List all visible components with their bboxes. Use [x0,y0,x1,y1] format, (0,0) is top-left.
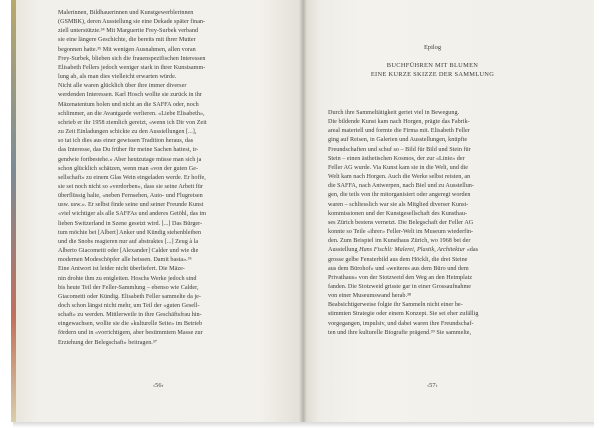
text-line: Nicht alle waren glücklich über ihre immer diverser [58,83,187,90]
text-line: lung ab, als man dies vielleicht erwarten würde. [58,74,177,81]
text-line: vorgegangen, impulsiv, und dabei waren ihre Freundschaf- [328,320,474,327]
text-line: überflüssig halte, «neben Fernsehen, Auto- und Flugreisen [58,193,203,200]
text-line: zu Zeit Einladungen schickte zu den Ausstellungen [...], [58,129,197,136]
text-line: Durch ihre Sammeltätigkeit geriet viel in Bewegung. [328,110,460,116]
text-line: ging auf Reisen, in Galerien und Ausstellungen, knüpfte [328,137,468,144]
chapter-heading [328,62,537,79]
text-line: Erziehung der Belegschaft» beitragen.³⁷ [58,339,157,346]
right-page-body [328,109,537,338]
text-line: sellschaft» zu einem Glas Wein eingeladen werde. Er hoffe, [58,174,206,181]
text-line: ten und ihre kulturelle Biografie prägend.³⁹ Sie sammelte, [328,329,472,336]
right-page-number: ‹57› [427,382,438,389]
text-line: Feller AG wurde. Via Kunst kam sie in die Welt, und die [328,164,469,171]
text-line: ziell unterstützte.³⁴ Mit Marguerite Frey-Surbek verband [58,28,199,35]
text-line: und die Snobs reagieren nur auf abstraktes [...] Zeug à la [58,238,199,245]
text-line: Frey-Surbek, blieben sich die frauenspezifischen Interessen [58,55,206,62]
left-page-number: ‹56› [153,382,164,389]
text-line: modernen Modeschöpfer alle heissen. Damit basta».³⁶ [58,257,192,264]
right-page [303,0,594,422]
text-line: bis heute Teil der Feller-Sammlung – ebenso wie Calder, [58,284,199,291]
text-line: schaft» zu werden. Mittlerweile in ihre Geschäftsfrau hin- [58,312,202,319]
chapter-heading-line-2: EINE KURZE SKIZZE DER SAMMLUNG [370,70,495,78]
text-line: Alberto Giacometti oder [Alexander] Calder und wie die [58,248,199,255]
open-book [13,0,594,422]
text-line: ses Zürich bestens vernetzt. Die Belegschaft der Feller AG [328,219,474,226]
text-line: gen, die teils von ihr mitorganisiert oder angeregt worden [328,192,471,199]
text-line: Malerinnen, Bildhauerinnen und Kunstgewerblerinnen [58,10,194,16]
text-line: Die bildende Kunst kam nach Horgen, prägte das Fabrik- [328,119,470,126]
text-line: usw. usw.». Er selbst finde seine und seiner Freunde Kunst [58,202,204,209]
book-shadow [13,422,594,428]
text-line: schrieb er ihr 1958 ziemlich gereizt, «wenn ich Dir von Zeit [58,119,207,126]
text-line: stimmten Strategie oder einem Konzept. Sie sei eher zufällig [328,311,479,318]
text-line: Privathaus» von der Stotzweid den Weg an den Heimplatz [328,274,473,281]
text-line: sie eine längere Geschichte, die bereits mit ihrer Mutter [58,37,196,44]
text-line: Elisabeth Fellers jedoch weniger stark in ihrer Kunstsamm- [58,64,206,71]
text-line: doch schon längst nicht mehr, um Teil der «guten Gesell- [58,303,200,309]
text-line: Freundschaften und schuf so – Bild für Bild und Stein für [328,146,471,153]
text-line: schon glücklich schätzen, wenn man «von der guten Ge- [58,165,199,172]
text-line: sie sei noch nicht so «verdorben», dass sie seine Arbeit für [58,183,203,190]
text-line: gendwie fortbestehe.» Aber heutzutage müsse man sich ja [58,156,202,163]
text-line: aus dem Bürohof» und «weiteres aus dem Büro und dem [328,265,469,272]
text-line: nin drohte ihm zu entgleiten. Hoschs Werke jedoch sind [58,275,197,282]
text-line: lieben Switzerland in Szene gesetzt wird. [...] Das Bürger- [58,220,203,227]
epilog-label: Epilog [423,44,442,51]
text-line: so tat ich dies aus einer gewissen Tradition heraus, das [58,138,194,145]
text-line: areal materiell und formte die Firma mit. Elisabeth Feller [328,128,470,135]
text-line: Mäzenatentum holen und nicht an die SAFFA oder, noch [58,101,199,108]
text-line: Stein – einen ästhetischen Kosmos, der zur «Linie» der [328,155,465,162]
text-line: Ausstellung Hans Fischli: Malerei, Plastik, Architektur «das [328,247,479,254]
text-line: begonnen hatte.³⁵ Mit wenigen Ausnahmen, allen voran [58,46,196,53]
text-line: (GSMBK), deren Ausstellung sie eine Dekade später finan- [58,19,206,26]
text-line: schlimmer, an die Avantgarde verlieren. «Liebe Elisabeth», [58,110,205,117]
text-line: werdenden Interessen. Karl Hosch wollte sie zurück in ihr [58,92,202,99]
text-line: den. Zum Beispiel im Kunsthaus Zürich, wo 1968 bei der [328,238,471,245]
text-line: Eine Antwort ist leider nicht überliefert. Die Mäze- [58,266,185,273]
text-line: fördern und in «vorrichtigem, aber bestimmtem Masse zur [58,330,203,337]
text-line: kommissionen und der Kunstgesellschaft des Kunsthau- [328,210,468,217]
chapter-heading-line-1: BUCHFÜHREN MIT BLUMEN [386,62,479,69]
text-line: die SAFFA, nach Antwerpen, nach Biel und zu Ausstellun- [328,183,474,190]
text-line: konnte so Teile «ihrer» Feller-Welt im Museum wiederfin- [328,229,474,236]
text-line: «viel wichtiger als alle SAFFAs und anderes Getöhl, das im [58,211,207,218]
text-line: eingewachsen, wollte sie die «kulturelle Seite» im Betrieb [58,321,203,328]
text-line: Welt kam nach Horgen. Auch die Werke selbst reisten, an [328,174,471,181]
text-line: von einer Museumswand herab.³⁸ [328,293,412,300]
text-line: das Interesse, das Du früher für meine Sachen hattest, ir- [58,147,199,154]
text-line: Beabsichtigerweise folgte ihr Sammeln nicht einer be- [328,302,463,309]
text-line: Giacometti oder Kündig. Elisabeth Feller sammelte da je- [58,293,201,300]
left-page-body [58,9,259,348]
book-gutter [299,0,307,422]
text-line: tum möchte bei [Albert] Anker und Kündig stehenbleiben [58,229,202,236]
text-line: waren – schliesslich war sie als Mitglied diverser Kunst- [328,201,469,208]
left-page [16,0,303,422]
text-line: grosse gelbe Fensterbild aus dem Höckli, die drei Steine [328,256,468,263]
text-line: fanden. Die Stotzweid grisste gar in einer Grossaufnahme [328,283,471,290]
